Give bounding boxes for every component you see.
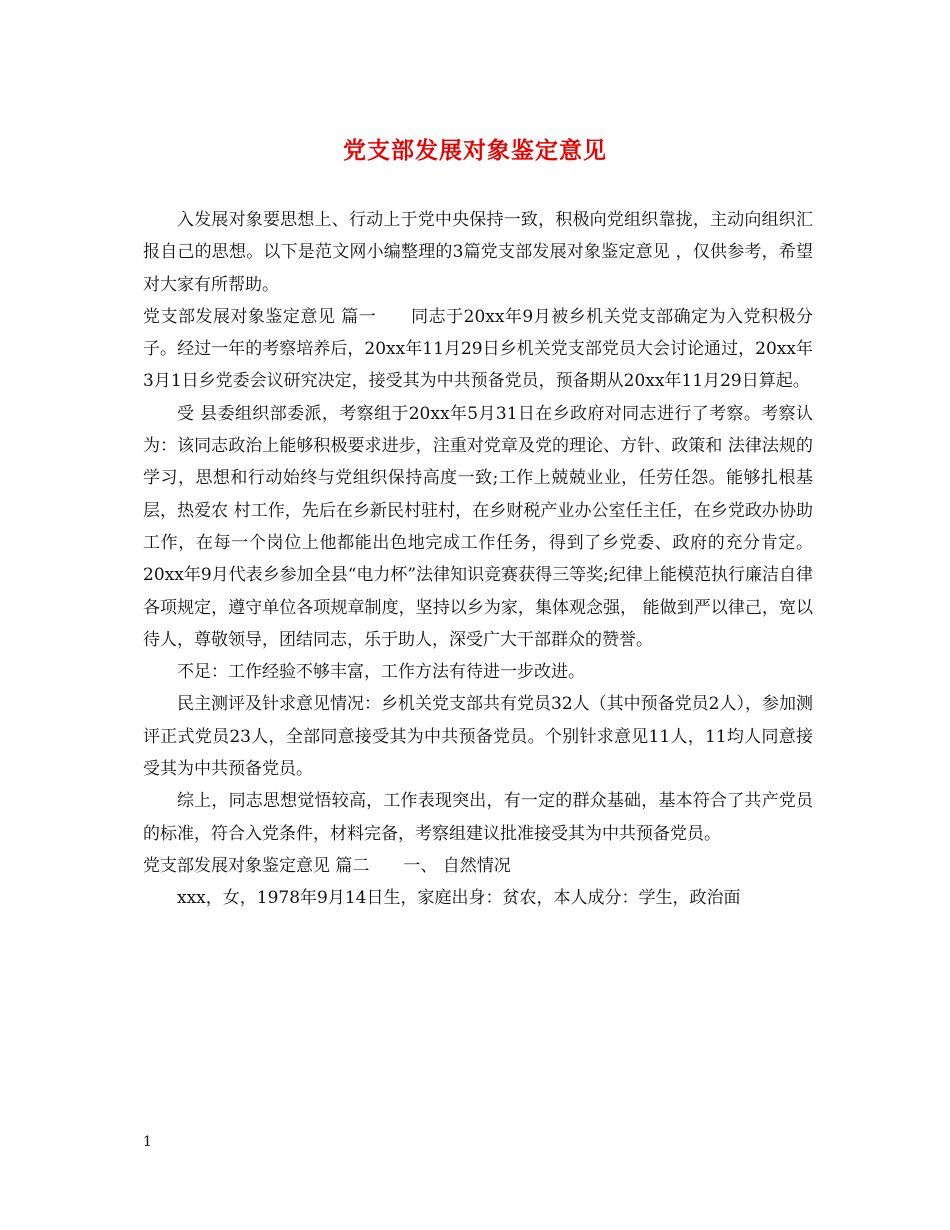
paragraph-section-two-heading: 党支部发展对象鉴定意见 篇二 一、 自然情况	[143, 855, 511, 876]
document-body	[143, 204, 813, 915]
paragraph-section-one-heading: 党支部发展对象鉴定意见 篇一 同志于20xx年9月被乡机关党支部确定为入党积极分子。经过一年的考察培养后，20xx年11月29日乡机关党支部党员大会讨论通过，20xx年3月1日乡党委会议研究决定，接受其为中共预备党员，预备期从20xx年11月29日算起。	[143, 306, 813, 392]
paragraph-conclusion: 综上，同志思想觉悟较高，工作表现突出，有一定的群众基础，基本符合了共产党员的标准，符合入党条件，材料完备，考察组建议批准接受其为中共预备党员。	[143, 791, 813, 844]
document-title: 党支部发展对象鉴定意见	[343, 137, 607, 164]
paragraph-intro: 入发展对象要思想上、行动上于党中央保持一致，积极向党组织靠拢，主动向组织汇报自己的思想。以下是范文网小编整理的3篇党支部发展对象鉴定意见 ，仅供参考，希望对大家有所帮助。	[143, 210, 813, 295]
paragraph-inspection: 受 县委组织部委派，考察组于20xx年5月31日在乡政府对同志进行了考察。考察认为：该同志政治上能够积极要求进步，注重对党章及党的理论、方针、政策和 法律法规的学习，思想和行动始终与党组织保持高度一致;工作上兢兢业业，任劳任怨。能够扎根基层，热爱农 村工作，先后在乡新民村驻村，在乡财税产业办公室任主任，在乡党政办协助工作，在每一个岗位上他都能出色地完成工作任务，得到了乡党委、政府的充分肯定。 20xx年9月代表乡参加全县“电力杯”法律知识竞赛获得三等奖;纪律上能模范执行廉洁自律各项规定，遵守单位各项规章制度，坚持以乡为家，集体观念强， 能做到严以律己，宽以待人，尊敬领导，团结同志，乐于助人，深受广大干部群众的赞誉。	[143, 403, 813, 650]
page-number: 1	[143, 1134, 152, 1150]
paragraph-evaluation: 民主测评及针求意见情况：乡机关党支部共有党员32人（其中预备党员2人），参加测评正式党员23人，全部同意接受其为中共预备党员。个别针求意见11人，11均人同意接受其为中共预备党员。	[143, 694, 813, 780]
paragraph-personal-info: xxx，女，1978年9月14日生，家庭出身：贫农，本人成分：学生，政治面	[177, 888, 741, 909]
paragraph-shortcomings: 不足：工作经验不够丰富，工作方法有待进一步改进。	[177, 662, 585, 683]
